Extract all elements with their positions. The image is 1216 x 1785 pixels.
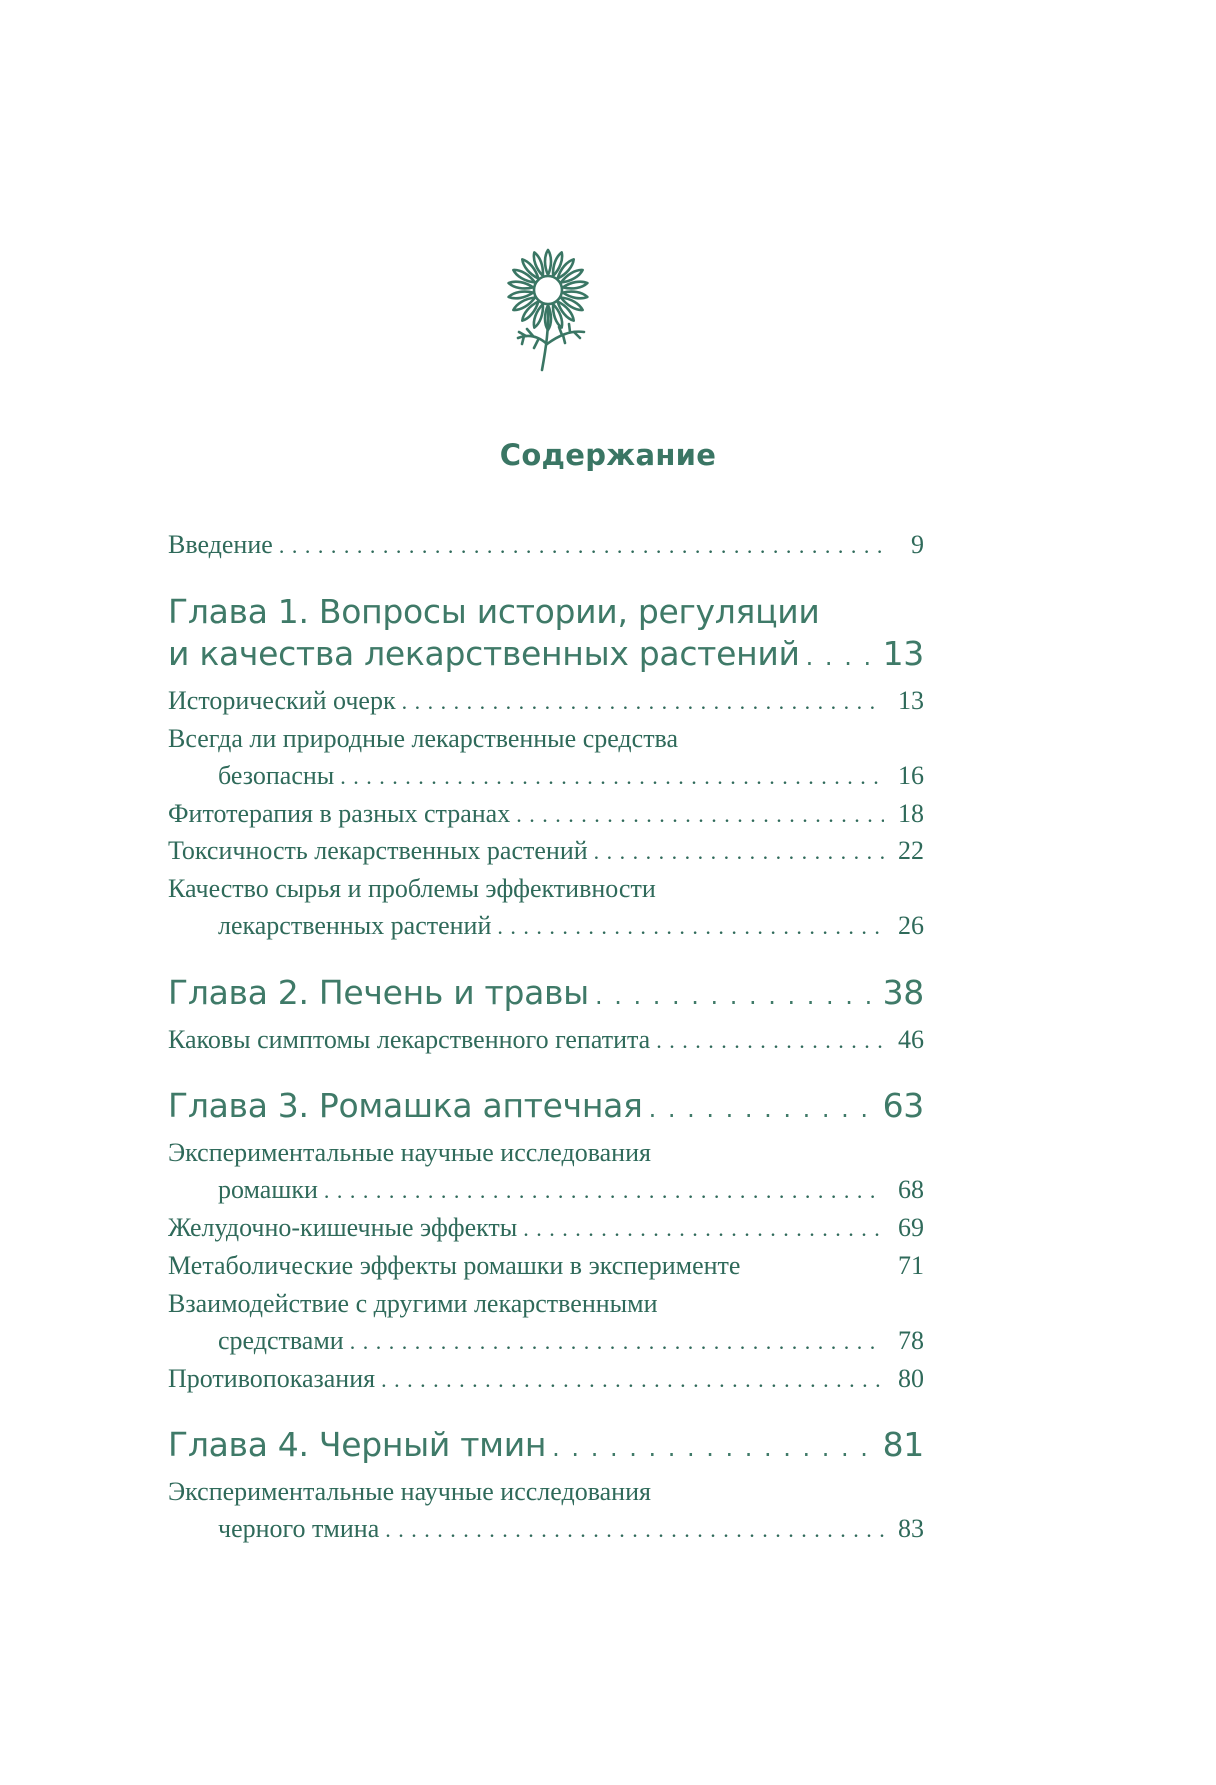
toc-entry-historical-essay[interactable] [168, 686, 924, 716]
toc-entry-label: Противопоказания [168, 1364, 376, 1393]
toc-chapter-3[interactable] [168, 1086, 924, 1125]
toc-chapter-2[interactable] [168, 973, 924, 1012]
toc-entry-intro[interactable] [168, 530, 924, 560]
toc-entry-label: ромашки [218, 1175, 318, 1204]
toc-entry-label: Глава 4. Черный тмин [168, 1425, 547, 1464]
toc-entry-black-cumin-research-line1[interactable]: Экспериментальные научные исследования [168, 1477, 651, 1506]
dot-leader [381, 1367, 884, 1393]
toc-entry-label: черного тмина [218, 1514, 380, 1543]
dot-leader [649, 1095, 875, 1123]
dot-leader [340, 764, 884, 790]
dot-leader [595, 982, 875, 1010]
toc-chapter-1-title-line1[interactable]: Глава 1. Вопросы истории, регуляции [168, 592, 820, 631]
toc-page-number: 69 [898, 1213, 924, 1242]
toc-entry-label: Исторический очерк [168, 686, 396, 715]
toc-entry-safety-line1[interactable]: Всегда ли природные лекарственные средства [168, 724, 679, 753]
dot-leader [806, 643, 875, 671]
toc-entry-label: Каковы симптомы лекарственного гепатита [168, 1025, 651, 1054]
page-title: Содержание [499, 438, 717, 472]
toc-entry-label: Глава 2. Печень и травы [168, 973, 589, 1012]
toc-entry-quality[interactable] [218, 911, 924, 941]
toc-chapter-4[interactable] [168, 1425, 924, 1464]
chamomile-flower-icon [500, 248, 596, 380]
dot-leader [402, 689, 884, 715]
dot-leader [350, 1329, 884, 1355]
toc-entry-label: средствами [218, 1326, 344, 1355]
petal [550, 251, 564, 277]
toc-entry-safety[interactable] [218, 761, 924, 791]
toc-page-number: 13 [898, 686, 924, 715]
toc-entry-gastrointestinal[interactable] [168, 1213, 924, 1243]
toc-entry-label: Желудочно-кишечные эффекты [168, 1213, 518, 1242]
toc-page-number: 81 [882, 1425, 924, 1464]
toc-entry-metabolic-effects[interactable] [168, 1251, 924, 1281]
toc-entry-black-cumin-research[interactable] [218, 1514, 924, 1544]
dot-leader [656, 1028, 884, 1054]
toc-page-number: 83 [898, 1514, 924, 1543]
toc-page-number: 68 [898, 1175, 924, 1204]
toc-page-number: 78 [898, 1326, 924, 1355]
toc-page-number: 16 [898, 761, 924, 790]
toc-entry-label: Метаболические эффекты ромашки в эксперименте [168, 1251, 741, 1280]
petal [532, 251, 546, 277]
toc-entry-label: Введение [168, 530, 273, 559]
dot-leader [324, 1178, 884, 1204]
toc-entry-interactions-line1[interactable]: Взаимодействие с другими лекарственными [168, 1289, 658, 1318]
toc-page-number: 9 [911, 530, 924, 559]
toc-entry-label: безопасны [218, 761, 335, 790]
toc-page-number: 13 [882, 634, 924, 673]
toc-page-number: 71 [898, 1251, 924, 1280]
toc-entry-label: и качества лекарственных растений [168, 634, 800, 673]
toc-entry-phytotherapy-countries[interactable] [168, 799, 924, 829]
toc-page-number: 38 [882, 973, 924, 1012]
toc-entry-hepatitis-symptoms[interactable] [168, 1025, 924, 1055]
toc-entry-chamomile-research[interactable] [218, 1175, 924, 1205]
dot-leader [279, 533, 884, 559]
dot-leader [385, 1517, 884, 1543]
toc-entry-toxicity[interactable] [168, 836, 924, 866]
dot-leader [552, 1434, 874, 1462]
toc-entry-label: Токсичность лекарственных растений [168, 836, 588, 865]
toc-page-number: 22 [898, 836, 924, 865]
toc-page-number: 63 [882, 1086, 924, 1125]
toc-entry-label: Фитотерапия в разных странах [168, 799, 511, 828]
toc-entry-quality-line1[interactable]: Качество сырья и проблемы эффективности [168, 874, 656, 903]
toc-page-number: 26 [898, 911, 924, 940]
toc-page-number: 46 [898, 1025, 924, 1054]
petal [550, 303, 564, 329]
toc-page-number: 18 [898, 799, 924, 828]
toc-entry-label: Глава 3. Ромашка аптечная [168, 1086, 643, 1125]
toc-chapter-1[interactable] [168, 634, 924, 673]
dot-leader [516, 802, 884, 828]
toc-entry-chamomile-research-line1[interactable]: Экспериментальные научные исследования [168, 1138, 651, 1167]
toc-entry-label: лекарственных растений [218, 911, 492, 940]
dot-leader [594, 839, 884, 865]
petal [532, 303, 546, 329]
dot-leader [523, 1216, 884, 1242]
toc-page-number: 80 [898, 1364, 924, 1393]
petal [545, 250, 551, 275]
toc-entry-contraindications[interactable] [168, 1364, 924, 1394]
dot-leader [497, 914, 884, 940]
toc-entry-interactions[interactable] [218, 1326, 924, 1356]
